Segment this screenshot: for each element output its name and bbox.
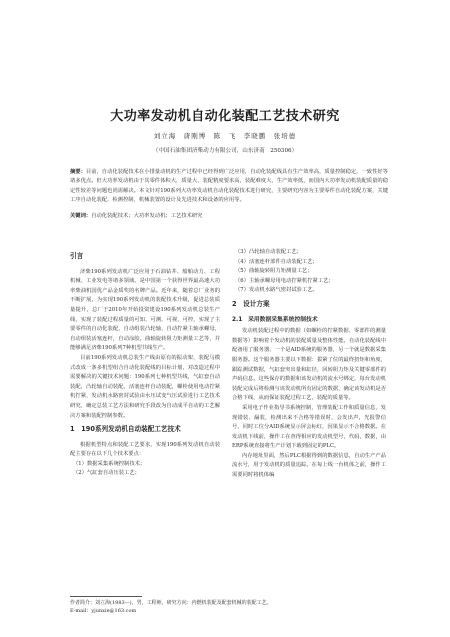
section-2-1-paragraph: 发动机装配过程中的数据（如螺栓的拧紧数据、零部件的测量数据等）影响着个发动机的装配质量及整体性能。自动化装配线中配备用了服务器，一个是AID系统的服务器，另一个就是数据采集服务器。这个服务器主要以下数据：拔紧了位的最终扭矩和角度，跟踪测试数据，气缸套突出量和缸径，回转阻力矩及关键零部件的声码信息。这些保存的数据和该发动机的流水号绑定，每台发动机装配完成后将检测与该发动机所有固定的数据，确定该发动机是否合格下线，从而保证装配过程工艺，装配的质量等。 [232,328,386,402]
section-2-heading: 2 设计方案 [232,299,270,308]
footnote-email: E-mail：yjunxie@163.com [70,608,137,614]
list-item: （3）凸轮轴自动装配工艺； [235,249,302,255]
keywords-text: 自动化装配技术；大功率发动机；工艺技术研究 [91,213,203,219]
section-2-1-paragraph: 采用电子作业指导书系统控制，管理装配工作和质量信息，发现错装、漏装，检测出来不合格等错误时，会发出声，光报警信号，同时工位分AID系统显示屏会标红，因果显示不合格数据。在发动机下线前，操作工在查得相应的发动机型号，代码，数据，由ERP系统直接将生产计划下载到固定的PLC。 [232,404,386,450]
abstract-text: 目前，自动化装配技术在小排量动机的生产过程中已经得到广泛应用，自动化装配线具有生产效率高，质量控制稳定，一致性好等诸多优点。但大功率发动机由于其零件体积大，质量大，装配精度要求高，装配难度大，生产效率低，而国内大功率发动机装配质量的稳定性较差等问题也尚需解决。本文针对190系列大功率发动机自动化装配技术进行研究，主要研究内容为主要零件自动化装配方案，关键工序自动化装配，检测控制，机械装置的设计及先进技术和设备的应用等。 [70,169,388,204]
section-2-1-heading: 2.1 采用数据采集系统控制技术 [232,316,318,323]
section-1-paragraph: 根据机型特点和装配工艺要求，实现190系列发动机自动装配主要存在以下几个技术要点： [70,441,220,458]
intro-heading: 引言 [70,252,84,260]
author-list: 刘立海 唐刚博 陈 飞 李晓鹏 张培德 [153,132,297,140]
footnote-rule [70,596,142,597]
paper-title: 大功率发动机自动化装配工艺技术研究 [110,109,340,124]
section-1-heading: 1 190系列发动机自动装配工艺技术 [70,425,181,434]
list-item: （7）发动机水路气密封试验工艺。 [235,287,318,294]
list-item: （1）数据采集系统控制技术； [73,460,146,467]
footnote [70,599,388,615]
list-item: （4）活塞连杆部件自动装配工艺； [235,258,318,265]
right-column [232,248,386,481]
abstract [70,168,388,206]
list-item: （5）曲轴旋转阻力矩测量工艺； [235,268,313,275]
footnote-author-bio: 作者简介：刘立海(1983—)，男，工程师，研究方向：内燃机装配及配套机械的装配工艺。 [70,600,272,606]
intro-paragraph: 济柴190系列发动机广泛应用于石油钻井、船舶动力、工程机械、工业发电等诸多领域，是中国第一个获得世界最高速大功率柴油机国优产品金质奖的名牌产品。近年来，随着总厂业务的不断扩展，为实现190系列发动机的装配技术升级，促进总装质量提升，总厂于2010年开始投资建设190系列发动机总装生产线，实现了装配过程质量的可知、可测、可视、可控，实现了主要零件的自动化装配，自动组装凸轮轴、自动拧紧主轴承螺母，自动组装活塞连杆，自动涂胶，曲轴旋转阻力矩测量工艺等，并能够满足济柴190系列7种机型共线生产。 [70,268,220,352]
list-item: （2）气缸套自动压装工艺； [73,470,140,477]
keywords-label: 关键词： [70,213,92,219]
intro-paragraph: 目前190系列发动机总装生产线由原有的振动架、装配马模式改成一条多机型组合自动化装配线的目标计划，对改造过程中需要解决的关键技术问题：190系列七种机型共线，气缸套自动装配，凸轮轴自动装配，活塞连杆自动装配，螺栓使用电动拧紧机拧紧，发动机水路密封试验由水压试变气压试验进行工艺技术研究，确定总装工艺方法和研究手段改为自动成平自动的工艺解决方案和装配控制参数。 [70,354,220,419]
left-column [70,248,220,479]
list-item: （6）主轴承螺母用电动拧紧机拧紧工艺； [235,277,334,284]
affiliation: （中国石油集团济柴动力有限公司，山东济南 250306） [152,148,298,154]
section-2-1-paragraph: 内存地址里面，然后PLC根据得到的数据信息，自动生产产品流水号，用于发动机的质量追踪。在每上线一台机体之前，操作工需要同时将机体编 [232,452,386,479]
keywords [70,211,388,219]
abstract-label: 摘要： [70,169,86,175]
